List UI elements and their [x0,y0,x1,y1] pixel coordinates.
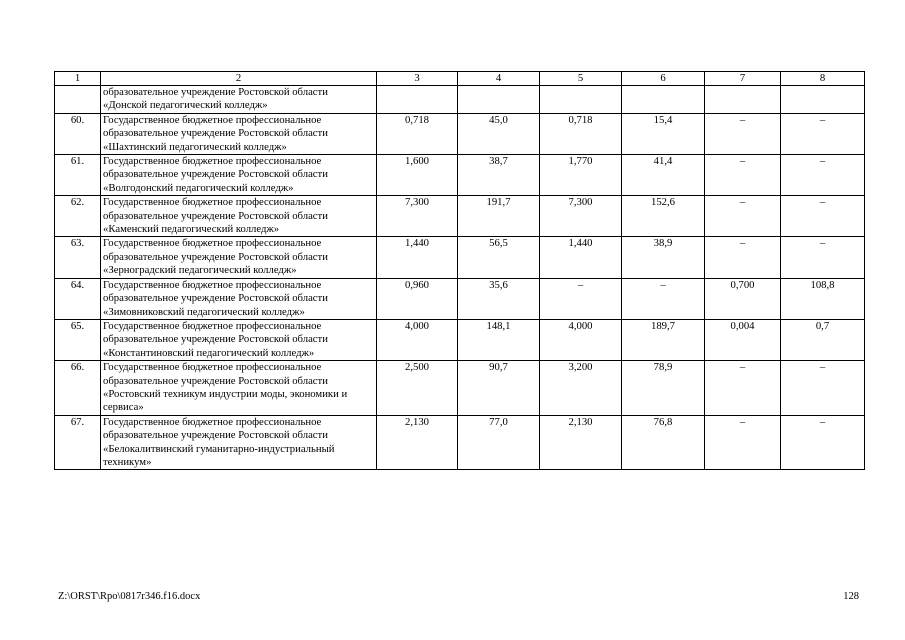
value-col-5: 3,200 [540,361,622,416]
value-col-7 [705,86,781,114]
value-col-8 [781,86,865,114]
institution-name: Государственное бюджетное профессиональное образовательное учреждение Ростовской области «Белокалитвинский гуманитарно-индустриальный техникум» [101,415,377,470]
value-col-7: – [705,361,781,416]
row-number: 66. [55,361,101,416]
footer-file-path: Z:\ORST\Rpo\0817r346.f16.docx [58,591,201,602]
value-col-5: 0,718 [540,113,622,154]
table-header [55,72,865,86]
value-col-6: 76,8 [622,415,705,470]
value-col-4: 148,1 [458,319,540,360]
value-col-8: 0,7 [781,319,865,360]
header-col-5: 5 [540,72,622,86]
value-col-7: – [705,196,781,237]
value-col-3: 1,600 [377,155,458,196]
value-col-6: 38,9 [622,237,705,278]
row-number: 63. [55,237,101,278]
value-col-3: 7,300 [377,196,458,237]
value-col-4: 77,0 [458,415,540,470]
institution-name: Государственное бюджетное профессиональное образовательное учреждение Ростовской области «Шахтинский педагогический колледж» [101,113,377,154]
value-col-4: 35,6 [458,278,540,319]
value-col-3: 0,960 [377,278,458,319]
value-col-5: 1,440 [540,237,622,278]
header-row [55,72,865,86]
value-col-4: 38,7 [458,155,540,196]
table-row [55,278,865,319]
value-col-6 [622,86,705,114]
value-col-3: 2,130 [377,415,458,470]
table-row [55,415,865,470]
value-col-7: 0,004 [705,319,781,360]
value-col-6: 78,9 [622,361,705,416]
value-col-4: 191,7 [458,196,540,237]
budget-table [54,71,865,470]
footer-page-number: 128 [843,591,859,602]
value-col-5 [540,86,622,114]
header-col-6: 6 [622,72,705,86]
value-col-8: – [781,155,865,196]
header-col-8: 8 [781,72,865,86]
table-row [55,319,865,360]
table-row [55,237,865,278]
value-col-8: – [781,361,865,416]
value-col-6: 189,7 [622,319,705,360]
value-col-5: 1,770 [540,155,622,196]
value-col-3: 4,000 [377,319,458,360]
institution-name: Государственное бюджетное профессиональное образовательное учреждение Ростовской области «Зерноградский педагогический колледж» [101,237,377,278]
value-col-6: – [622,278,705,319]
value-col-8: – [781,113,865,154]
value-col-7: – [705,415,781,470]
header-col-3: 3 [377,72,458,86]
institution-name: Государственное бюджетное профессиональное образовательное учреждение Ростовской области «Ростовский техникум индустрии моды, экономики и сервиса» [101,361,377,416]
table-body [55,86,865,470]
value-col-8: – [781,237,865,278]
institution-name: Государственное бюджетное профессиональное образовательное учреждение Ростовской области «Зимовниковский педагогический колледж» [101,278,377,319]
value-col-8: – [781,415,865,470]
table-row [55,86,865,114]
header-col-7: 7 [705,72,781,86]
table-row [55,361,865,416]
value-col-3 [377,86,458,114]
header-col-1: 1 [55,72,101,86]
value-col-7: 0,700 [705,278,781,319]
value-col-4: 56,5 [458,237,540,278]
value-col-5: 7,300 [540,196,622,237]
table-row [55,155,865,196]
value-col-7: – [705,237,781,278]
row-number: 65. [55,319,101,360]
row-number: 64. [55,278,101,319]
header-col-4: 4 [458,72,540,86]
row-number [55,86,101,114]
value-col-3: 1,440 [377,237,458,278]
value-col-4: 45,0 [458,113,540,154]
value-col-6: 152,6 [622,196,705,237]
institution-name: Государственное бюджетное профессиональное образовательное учреждение Ростовской области «Каменский педагогический колледж» [101,196,377,237]
value-col-6: 41,4 [622,155,705,196]
value-col-4 [458,86,540,114]
institution-name: образовательное учреждение Ростовской области «Донской педагогический колледж» [101,86,377,114]
value-col-8: 108,8 [781,278,865,319]
table-row [55,113,865,154]
value-col-6: 15,4 [622,113,705,154]
row-number: 67. [55,415,101,470]
value-col-4: 90,7 [458,361,540,416]
table-row [55,196,865,237]
institution-name: Государственное бюджетное профессиональное образовательное учреждение Ростовской области «Волгодонский педагогический колледж» [101,155,377,196]
institution-name: Государственное бюджетное профессиональное образовательное учреждение Ростовской области «Константиновский педагогический колледж» [101,319,377,360]
value-col-7: – [705,113,781,154]
value-col-5: 2,130 [540,415,622,470]
value-col-7: – [705,155,781,196]
value-col-5: 4,000 [540,319,622,360]
value-col-3: 0,718 [377,113,458,154]
header-col-2: 2 [101,72,377,86]
row-number: 61. [55,155,101,196]
value-col-8: – [781,196,865,237]
row-number: 62. [55,196,101,237]
value-col-3: 2,500 [377,361,458,416]
row-number: 60. [55,113,101,154]
value-col-5: – [540,278,622,319]
